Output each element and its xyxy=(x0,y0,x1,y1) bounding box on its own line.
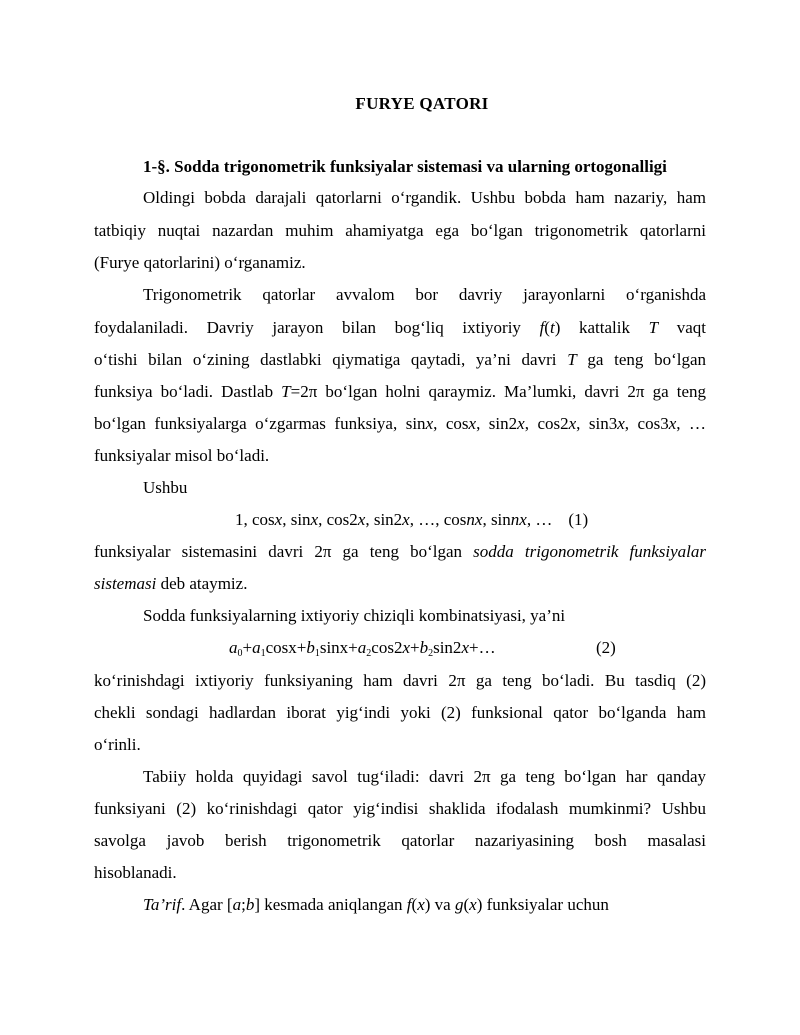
paragraph-line: funksiyalar misol bo‘ladi. xyxy=(94,446,270,465)
paragraph-line: Trigonometrik qatorlar avvalom bor davriy jarayonlarni o‘rganishda xyxy=(143,285,706,304)
paragraph-line: funksiyani (2) ko‘rinishdagi qator yig‘indisi shaklida ifodalash mumkinmi? Ushbu xyxy=(94,799,706,818)
paragraph-line: savolga javob berish trigonometrik qatorlar nazariyasining bosh masalasi xyxy=(94,831,706,850)
page-title: FURYE QATORI xyxy=(355,94,489,113)
paragraph-line: Oldingi bobda darajali qatorlarni o‘rgandik. Ushbu bobda ham nazariy, ham xyxy=(143,188,706,207)
paragraph-line: Ushbu xyxy=(143,478,188,497)
paragraph-line: funksiya bo‘ladi. Dastlab T=2π bo‘lgan holni qaraymiz. Ma’lumki, davri 2π ga teng xyxy=(94,382,706,401)
paragraph-line: o‘rinli. xyxy=(94,735,141,754)
paragraph-line: chekli sondagi hadlardan iborat yig‘indi yoki (2) funksional qator bo‘lganda ham xyxy=(94,703,706,722)
paragraph-line: hisoblanadi. xyxy=(94,863,177,882)
equation-label: (1) xyxy=(568,510,589,529)
paragraph-line: foydalaniladi. Davriy jarayon bilan bog‘liq ixtiyoriy f(t) kattalik T vaqt xyxy=(94,318,706,337)
paragraph-line: funksiyalar sistemasini davri 2π ga teng bo‘lgan sodda trigonometrik funksiyalar xyxy=(94,542,706,561)
paragraph-line: Tabiiy holda quyidagi savol tug‘iladi: davri 2π ga teng bo‘lgan har qanday xyxy=(143,767,706,786)
formula-1: 1, cosx, sinx, cos2x, sin2x, …, cosnx, sinnx, … (1) xyxy=(235,510,589,529)
definition-line: Ta’rif. Agar [a;b] kesmada aniqlangan f(x) va g(x) funksiyalar uchun xyxy=(143,895,609,914)
paragraph-line: bo‘lgan funksiyalarga o‘zgarmas funksiya, sinx, cosx, sin2x, cos2x, sin3x, cos3x, … xyxy=(94,414,706,433)
formula-2: $a_0+a_1\cos x+b_1\sin x+a_2\cos 2x+b_2\sin 2x+\dots$ (2) xyxy=(229,638,616,659)
paragraph-line: ko‘rinishdagi ixtiyoriy funksiyaning ham davri 2π ga teng bo‘ladi. Bu tasdiq (2) xyxy=(94,671,706,690)
equation-label: (2) xyxy=(596,638,616,657)
paragraph-line: Sodda funksiyalarning ixtiyoriy chiziqli kombinatsiyasi, ya’ni xyxy=(143,606,566,625)
paragraph-line: (Furye qatorlarini) o‘rganamiz. xyxy=(94,253,306,272)
paragraph-line: sistemasi deb ataymiz. xyxy=(94,574,248,593)
section-heading: 1-§. Sodda trigonometrik funksiyalar sistemasi va ularning ortogonalligi xyxy=(143,157,667,176)
paragraph-line: tatbiqiy nuqtai nazardan muhim ahamiyatga ega bo‘lgan trigonometrik qatorlarni xyxy=(94,221,706,240)
paragraph-line: o‘tishi bilan o‘zining dastlabki qiymatiga qaytadi, ya’ni davri T ga teng bo‘lgan xyxy=(94,350,706,369)
